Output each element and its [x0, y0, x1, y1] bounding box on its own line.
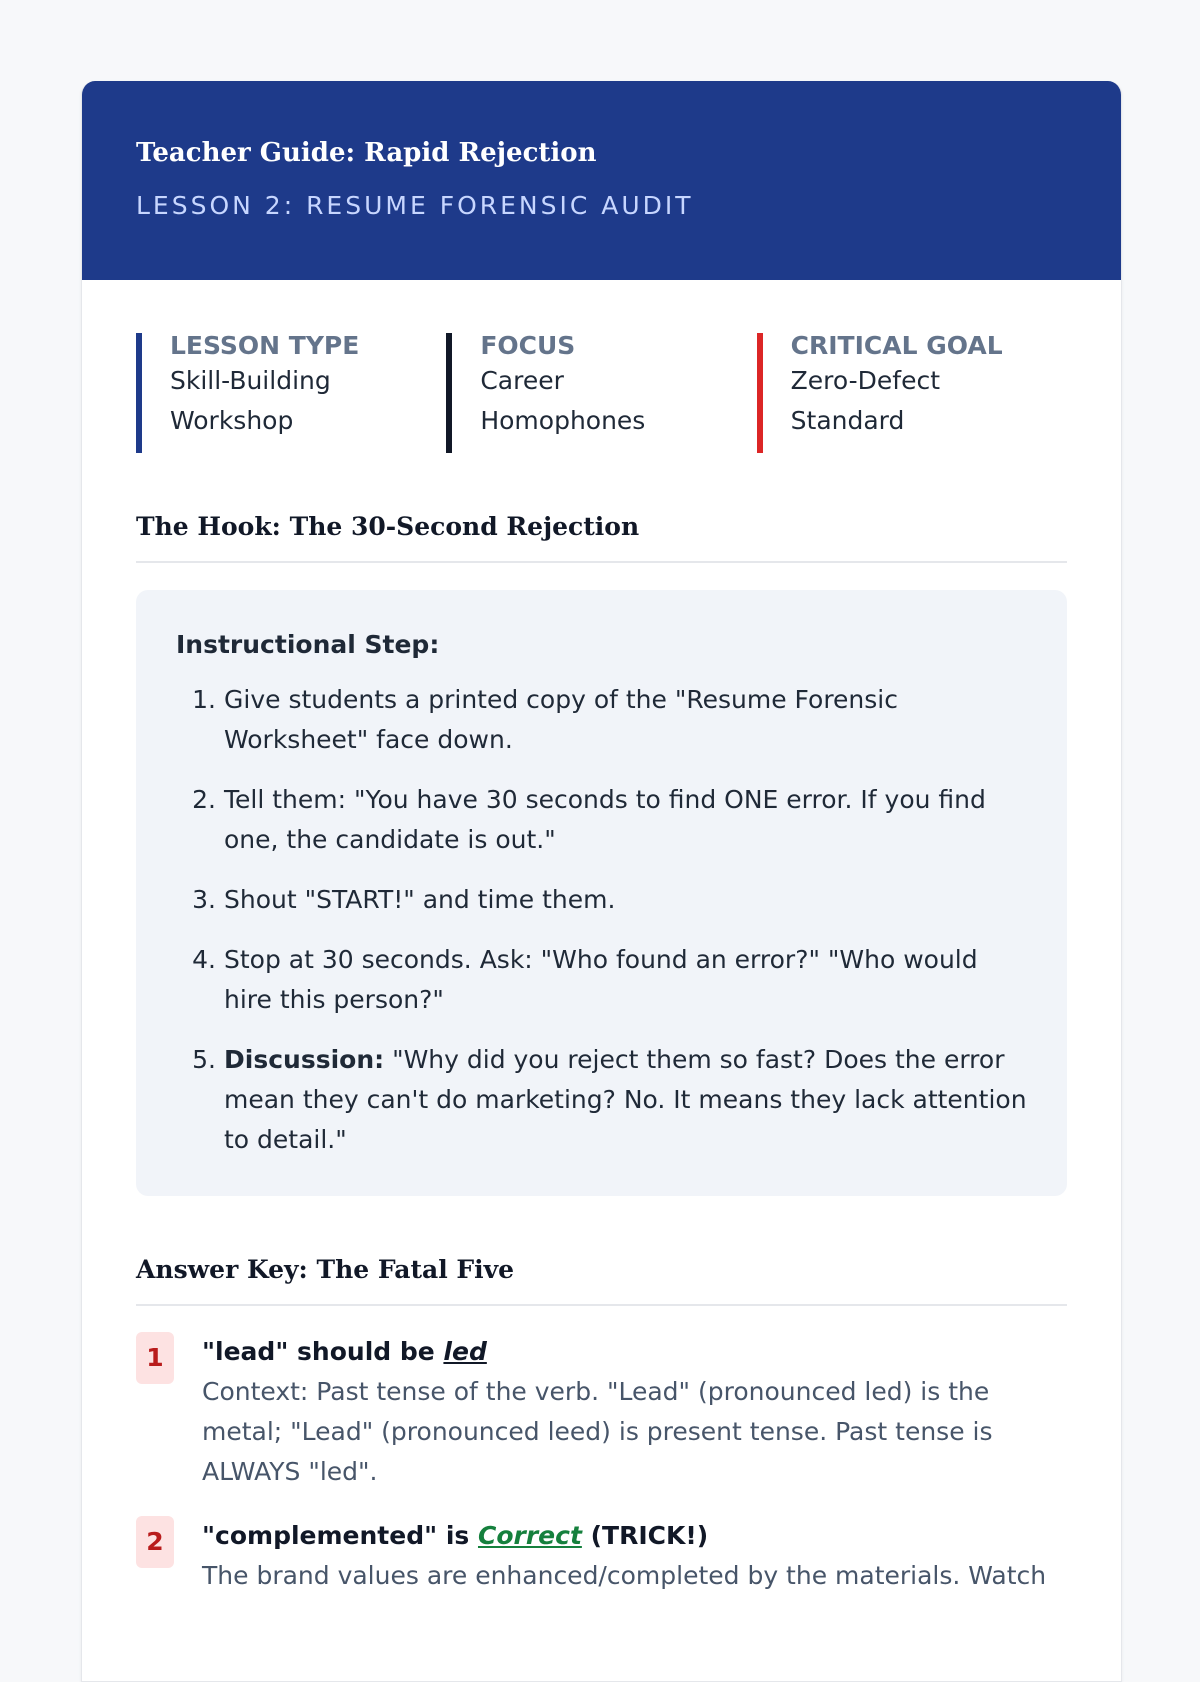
meta-value: Zero-Defect Standard [790, 366, 941, 435]
answer-item [136, 1332, 1067, 1492]
answer-heading-pre: "lead" should be [202, 1337, 444, 1366]
meta-value: Skill-Building Workshop [170, 366, 331, 435]
step-item [176, 780, 1027, 860]
step-number: 4. [192, 945, 216, 974]
answer-number-badge: 1 [136, 1332, 174, 1384]
meta-label: LESSON TYPE [170, 331, 360, 360]
answer-correct-word: led [443, 1337, 487, 1366]
answer-content [202, 1332, 1062, 1492]
answer-context: Context: Past tense of the verb. "Lead" (pronounced led) is the metal; "Lead" (pronounced leed) is present tense. Past tense is ALWAYS "led". [202, 1377, 993, 1486]
discussion-label: Discussion: [224, 1045, 385, 1074]
guide-header [82, 81, 1121, 280]
step-number: 3. [192, 885, 216, 914]
page-title: Teacher Guide: Rapid Rejection [136, 138, 597, 168]
answer-heading-pre: "complemented" is [202, 1521, 478, 1550]
meta-lesson-type [136, 333, 446, 453]
discussion-text: "Why did you reject them so fast? Does the error mean they can't do marketing? No. It means they lack attention to detail." [224, 1045, 1027, 1154]
step-number: 5. [192, 1045, 216, 1074]
meta-label: FOCUS [480, 331, 576, 360]
meta-critical-goal [757, 333, 1067, 453]
step-heading: Instructional Step: [176, 630, 440, 659]
lesson-meta-row [136, 333, 1067, 453]
answer-heading [202, 1516, 1062, 1556]
answer-context: The brand values are enhanced/completed by the materials. Watch [202, 1561, 1047, 1590]
teacher-guide-card [81, 81, 1122, 1682]
answer-heading [202, 1332, 1062, 1372]
step-text: Tell them: "You have 30 seconds to find ONE error. If you find one, the candidate is out." [224, 785, 986, 854]
meta-focus [446, 333, 756, 453]
meta-label: CRITICAL GOAL [790, 331, 1003, 360]
step-text: Give students a printed copy of the "Resume Forensic Worksheet" face down. [224, 685, 898, 754]
step-text: Stop at 30 seconds. Ask: "Who found an error?" "Who would hire this person?" [224, 945, 978, 1014]
answer-list [136, 1332, 1067, 1596]
answer-content [202, 1516, 1062, 1596]
step-number: 2. [192, 785, 216, 814]
step-number: 1. [192, 685, 216, 714]
step-text: Shout "START!" and time them. [224, 885, 616, 914]
step-list [176, 680, 1027, 1160]
answer-number-badge: 2 [136, 1516, 174, 1568]
hook-section-title: The Hook: The 30-Second Rejection [136, 511, 1067, 563]
step-item [176, 880, 1027, 920]
answer-item [136, 1516, 1067, 1596]
meta-value: Career Homophones [480, 366, 646, 435]
step-item [176, 940, 1027, 1020]
step-text-discussion [224, 1040, 1027, 1160]
instructional-step-box [136, 590, 1067, 1196]
answer-heading-post: (TRICK!) [581, 1521, 709, 1550]
answer-key-title: Answer Key: The Fatal Five [136, 1254, 1067, 1306]
answer-correct-word: Correct [477, 1521, 582, 1550]
guide-body [82, 333, 1121, 1596]
lesson-subtitle: LESSON 2: RESUME FORENSIC AUDIT [136, 191, 694, 220]
step-item [176, 1040, 1027, 1160]
step-item [176, 680, 1027, 760]
